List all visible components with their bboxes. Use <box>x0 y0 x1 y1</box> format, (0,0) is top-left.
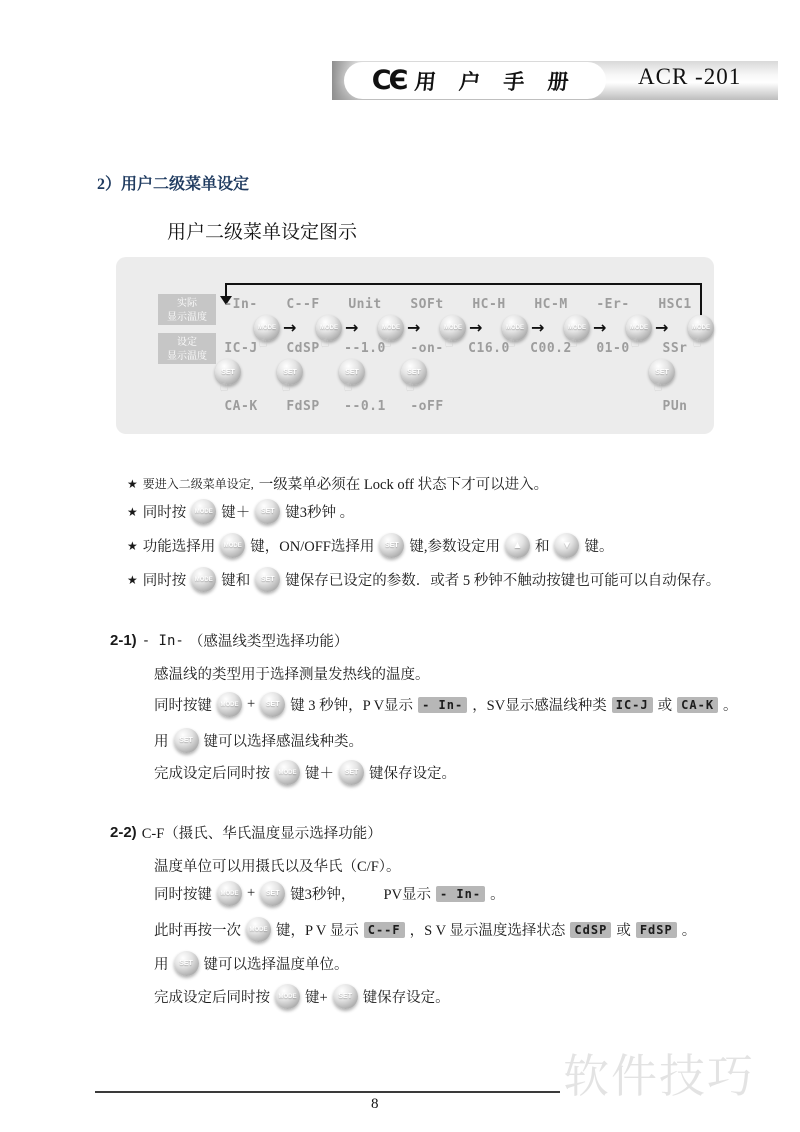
section-2-1-p4: 完成设定后同时按 MODE 键＋ SET 键保存设定。 <box>154 760 456 785</box>
row-label-set-temp: 设定 显示温度 <box>158 333 216 364</box>
mode-button-icon: MODE <box>275 760 300 785</box>
flow-column-hsc1 <box>648 257 710 434</box>
mode-button-icon: MODE <box>246 917 271 942</box>
arrow-right-icon: → <box>469 318 483 337</box>
flow-column-cf <box>276 257 359 434</box>
display-value: HC-M <box>534 297 568 312</box>
mode-button-icon: MODE <box>220 533 245 558</box>
display-value: IC-J <box>224 341 258 356</box>
flow-column-hcm <box>524 257 607 434</box>
hand-icon: ☝ <box>380 332 393 352</box>
set-button-icon: SET <box>255 499 280 524</box>
section-2-1-p1: 感温线的类型用于选择测量发热线的温度。 <box>154 667 430 683</box>
display-value: 01-0 <box>596 341 630 356</box>
hand-icon: ☝ <box>442 332 455 352</box>
sv-display-badge: CA-K <box>677 697 718 713</box>
ce-mark-icon: CЄ <box>371 65 406 96</box>
page-number: 8 <box>371 1096 379 1112</box>
section-2-1-heading: 2-1) - In- （感温线类型选择功能） <box>110 632 349 650</box>
section-2-2-p3: 此时再按一次 MODE 键，P V 显示 C--F ，S V 显示温度选择状态 CdSP 或 FdSP 。 <box>154 917 696 942</box>
header-title-pill <box>344 62 606 99</box>
mode-button-icon: MODE <box>564 315 590 341</box>
pv-display-badge: - In- <box>418 697 467 713</box>
section-2-2-heading: 2-2) C-F（摄氏、华氏温度显示选择功能） <box>110 824 382 842</box>
display-value: Unit <box>348 297 382 312</box>
diagram-caption: 用户二级菜单设定图示 <box>167 222 358 243</box>
hand-icon: ☝ <box>341 376 354 396</box>
note-save-params: ★ 同时按 MODE 键和 SET 键保存已设定的参数．或者 5 秒钟不触动按键也可能可以自动保存。 <box>127 567 720 592</box>
arrow-right-icon: → <box>283 318 297 337</box>
display-value: SSr <box>662 341 688 356</box>
pv-display-badge: - In- <box>436 886 485 902</box>
watermark: 软件技巧 <box>563 1050 755 1102</box>
flow-column-unit <box>338 257 421 434</box>
mode-button-icon: MODE <box>275 984 300 1009</box>
mode-button-icon: MODE <box>191 567 216 592</box>
display-value: PUn <box>662 399 688 414</box>
mode-button-icon: MODE <box>217 881 242 906</box>
set-button-icon: SET <box>260 692 285 717</box>
set-button-icon: SET <box>174 951 199 976</box>
set-button-icon: SET <box>339 359 365 385</box>
mode-button-icon: MODE <box>217 692 242 717</box>
set-button-icon: SET <box>215 359 241 385</box>
section-2-2-p1: 温度单位可以用摄氏以及华氏（C/F）。 <box>154 859 401 875</box>
mode-button-icon: MODE <box>502 315 528 341</box>
star-icon: ★ <box>127 538 138 553</box>
mode-button-icon: MODE <box>254 315 280 341</box>
mode-button-icon: MODE <box>688 315 714 341</box>
display-value: --1.0 <box>344 341 386 356</box>
sv-display-badge: IC-J <box>612 697 653 713</box>
sv-display-badge: CdSP <box>570 922 611 938</box>
display-value: C--F <box>286 297 320 312</box>
pv-display-badge: C--F <box>364 922 405 938</box>
sv-display-badge: FdSP <box>636 922 677 938</box>
display-value: -In- <box>224 297 258 312</box>
hand-icon: ☝ <box>651 376 664 396</box>
model-number: ACR -201 <box>638 64 742 89</box>
mode-button-icon: MODE <box>316 315 342 341</box>
star-icon: ★ <box>127 572 138 587</box>
set-button-icon: SET <box>333 984 358 1009</box>
section-2-1-p3: 用 SET 键可以选择感温线种类。 <box>154 728 363 753</box>
set-button-icon: SET <box>649 359 675 385</box>
arrow-right-icon: → <box>531 318 545 337</box>
flow-column-soft <box>400 257 483 434</box>
hand-icon: ☝ <box>566 332 579 352</box>
note-lock-off: ★ 要进入二级菜单设定, 一级菜单必须在 Lock off 状态下才可以进入。 <box>127 476 549 493</box>
flow-column-hch <box>462 257 545 434</box>
hand-icon: ☝ <box>318 332 331 352</box>
arrow-right-icon: → <box>655 318 669 337</box>
arrow-right-icon: → <box>407 318 421 337</box>
mode-button-icon: MODE <box>626 315 652 341</box>
set-button-icon: SET <box>401 359 427 385</box>
arrow-right-icon: → <box>593 318 607 337</box>
mode-button-icon: MODE <box>378 315 404 341</box>
hand-icon: ☝ <box>217 376 230 396</box>
hand-icon: ☝ <box>628 332 641 352</box>
note-press-keys: ★ 同时按 MODE 键＋ SET 键3秒钟 。 <box>127 499 354 524</box>
manual-title: 用 户 手 册 <box>414 69 580 94</box>
section-2-2-p2: 同时按键 MODE + SET 键3秒钟， PV显示 - In- 。 <box>154 881 505 906</box>
display-value: -oFF <box>410 399 444 414</box>
arrow-right-icon: → <box>345 318 359 337</box>
hand-icon: ☝ <box>279 376 292 396</box>
display-value: HC-H <box>472 297 506 312</box>
mode-button-icon: MODE <box>191 499 216 524</box>
set-button-icon: SET <box>379 533 404 558</box>
display-value: --0.1 <box>344 399 386 414</box>
set-button-icon: SET <box>339 760 364 785</box>
hand-icon: ☝ <box>504 332 517 352</box>
hand-icon: ☝ <box>256 332 269 352</box>
star-icon: ★ <box>127 504 138 519</box>
hand-icon: ☝ <box>403 376 416 396</box>
flow-column-in <box>214 257 297 434</box>
set-button-icon: SET <box>255 567 280 592</box>
row-label-actual-temp: 实际 显示温度 <box>158 294 216 325</box>
star-icon: ★ <box>127 476 138 491</box>
display-value: C16.0 <box>468 341 510 356</box>
display-value: FdSP <box>286 399 320 414</box>
section-title: 2）用户二级菜单设定 <box>97 176 250 193</box>
display-value: -Er- <box>596 297 630 312</box>
section-2-2-p5: 完成设定后同时按 MODE 键+ SET 键保存设定。 <box>154 984 450 1009</box>
display-value: C00.2 <box>530 341 572 356</box>
display-value: -on- <box>410 341 444 356</box>
note-function-select: ★ 功能选择用 MODE 键，ON/OFF选择用 SET 键,参数设定用 ▲ 和 ▼ 键。 <box>127 533 613 558</box>
set-button-icon: SET <box>260 881 285 906</box>
menu-flow-diagram <box>116 257 714 434</box>
display-value: SOFt <box>410 297 444 312</box>
section-2-2-p4: 用 SET 键可以选择温度单位。 <box>154 951 349 976</box>
display-value: CA-K <box>224 399 258 414</box>
down-arrow-button-icon: ▼ <box>562 540 572 551</box>
display-value: HSC1 <box>658 297 692 312</box>
mode-button-icon: MODE <box>440 315 466 341</box>
display-value: CdSP <box>286 341 320 356</box>
footer-divider <box>95 1091 560 1093</box>
set-button-icon: SET <box>277 359 303 385</box>
section-2-1-p2: 同时按键 MODE + SET 键 3 秒钟，P V显示 - In- ，SV显示感温线种类 IC-J 或 CA-K 。 <box>154 692 738 717</box>
set-button-icon: SET <box>174 728 199 753</box>
hand-icon: ☝ <box>690 332 703 352</box>
up-arrow-button-icon: ▲ <box>512 540 523 551</box>
